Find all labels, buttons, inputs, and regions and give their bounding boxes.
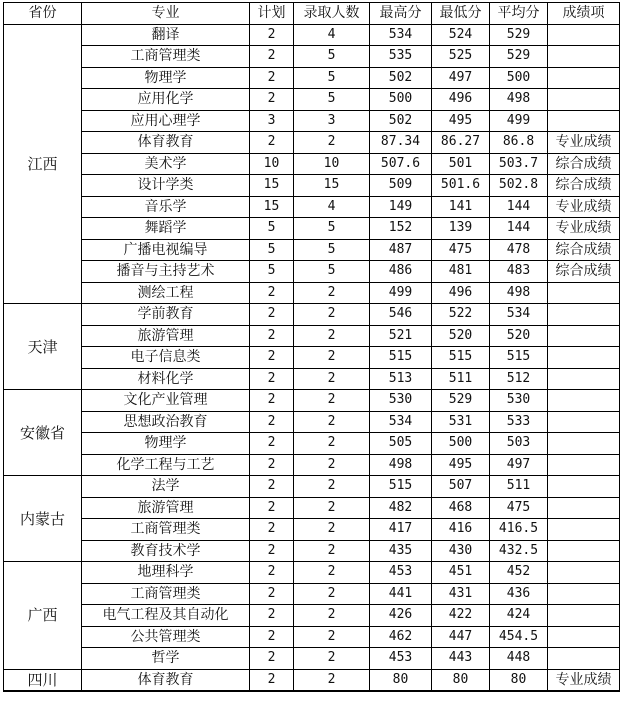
cell-score-type: 专业成绩: [548, 218, 620, 240]
cell-avg-score: 436: [490, 583, 548, 605]
cell-max-score: 487: [370, 239, 432, 261]
table-row: [4, 562, 620, 584]
cell-admitted: 2: [294, 497, 370, 519]
cell-score-type: [548, 390, 620, 412]
cell-avg-score: 80: [490, 669, 548, 691]
cell-max-score: 152: [370, 218, 432, 240]
cell-province: 广西: [4, 562, 82, 670]
cell-max-score: 521: [370, 325, 432, 347]
cell-admitted: 2: [294, 304, 370, 326]
cell-max-score: 507.6: [370, 153, 432, 175]
cell-admitted: 5: [294, 261, 370, 283]
cell-avg-score: 452: [490, 562, 548, 584]
table-row: [4, 67, 620, 89]
cell-min-score: 501.6: [432, 175, 490, 197]
cell-major: 学前教育: [82, 304, 250, 326]
cell-major: 设计学类: [82, 175, 250, 197]
cell-score-type: [548, 433, 620, 455]
cell-score-type: [548, 110, 620, 132]
cell-min-score: 522: [432, 304, 490, 326]
cell-plan: 2: [250, 476, 294, 498]
cell-major: 工商管理类: [82, 583, 250, 605]
cell-plan: 5: [250, 261, 294, 283]
cell-avg-score: 533: [490, 411, 548, 433]
cell-plan: 5: [250, 239, 294, 261]
cell-score-type: 综合成绩: [548, 175, 620, 197]
table-row: [4, 476, 620, 498]
cell-admitted: 2: [294, 476, 370, 498]
cell-score-type: [548, 325, 620, 347]
cell-province: 江西: [4, 24, 82, 304]
table-row: [4, 239, 620, 261]
cell-avg-score: 499: [490, 110, 548, 132]
cell-min-score: 443: [432, 648, 490, 670]
cell-major: 工商管理类: [82, 46, 250, 68]
cell-avg-score: 448: [490, 648, 548, 670]
cell-major: 文化产业管理: [82, 390, 250, 412]
cell-score-type: [548, 89, 620, 111]
table-row: [4, 196, 620, 218]
cell-avg-score: 86.8: [490, 132, 548, 154]
table-row: [4, 368, 620, 390]
cell-max-score: 509: [370, 175, 432, 197]
cell-plan: 2: [250, 325, 294, 347]
cell-major: 地理科学: [82, 562, 250, 584]
cell-min-score: 496: [432, 282, 490, 304]
cell-max-score: 426: [370, 605, 432, 627]
cell-min-score: 531: [432, 411, 490, 433]
cell-admitted: 2: [294, 583, 370, 605]
cell-avg-score: 424: [490, 605, 548, 627]
cell-max-score: 502: [370, 110, 432, 132]
cell-major: 哲学: [82, 648, 250, 670]
cell-max-score: 530: [370, 390, 432, 412]
cell-admitted: 5: [294, 89, 370, 111]
table-row: [4, 583, 620, 605]
cell-avg-score: 498: [490, 282, 548, 304]
cell-avg-score: 498: [490, 89, 548, 111]
header-admitted: 录取人数: [294, 3, 370, 25]
table-row: [4, 454, 620, 476]
cell-min-score: 468: [432, 497, 490, 519]
cell-plan: 5: [250, 218, 294, 240]
cell-max-score: 453: [370, 648, 432, 670]
cell-min-score: 497: [432, 67, 490, 89]
table-row: [4, 540, 620, 562]
cell-avg-score: 483: [490, 261, 548, 283]
header-min-score: 最低分: [432, 3, 490, 25]
cell-score-type: [548, 562, 620, 584]
cell-major: 旅游管理: [82, 497, 250, 519]
table-row: [4, 132, 620, 154]
cell-admitted: 2: [294, 411, 370, 433]
cell-min-score: 501: [432, 153, 490, 175]
cell-score-type: [548, 411, 620, 433]
cell-score-type: 专业成绩: [548, 196, 620, 218]
cell-max-score: 515: [370, 347, 432, 369]
cell-major: 电子信息类: [82, 347, 250, 369]
cell-min-score: 524: [432, 24, 490, 46]
table-body: [4, 24, 620, 691]
cell-admitted: 5: [294, 239, 370, 261]
cell-plan: 2: [250, 347, 294, 369]
cell-plan: 2: [250, 626, 294, 648]
cell-admitted: 2: [294, 562, 370, 584]
cell-major: 广播电视编导: [82, 239, 250, 261]
cell-admitted: 2: [294, 605, 370, 627]
cell-plan: 2: [250, 46, 294, 68]
cell-score-type: [548, 519, 620, 541]
cell-score-type: [548, 648, 620, 670]
cell-major: 物理学: [82, 67, 250, 89]
cell-min-score: 481: [432, 261, 490, 283]
cell-admitted: 5: [294, 218, 370, 240]
cell-avg-score: 500: [490, 67, 548, 89]
cell-major: 教育技术学: [82, 540, 250, 562]
cell-major: 工商管理类: [82, 519, 250, 541]
header-plan: 计划: [250, 3, 294, 25]
cell-plan: 2: [250, 497, 294, 519]
cell-province: 四川: [4, 669, 82, 691]
cell-max-score: 500: [370, 89, 432, 111]
cell-max-score: 149: [370, 196, 432, 218]
cell-major: 物理学: [82, 433, 250, 455]
cell-major: 音乐学: [82, 196, 250, 218]
cell-admitted: 2: [294, 519, 370, 541]
cell-avg-score: 454.5: [490, 626, 548, 648]
cell-score-type: 综合成绩: [548, 239, 620, 261]
cell-min-score: 451: [432, 562, 490, 584]
cell-min-score: 80: [432, 669, 490, 691]
cell-major: 测绘工程: [82, 282, 250, 304]
cell-min-score: 139: [432, 218, 490, 240]
cell-major: 法学: [82, 476, 250, 498]
cell-max-score: 462: [370, 626, 432, 648]
table-row: [4, 46, 620, 68]
cell-plan: 2: [250, 562, 294, 584]
cell-avg-score: 478: [490, 239, 548, 261]
table-row: [4, 24, 620, 46]
cell-min-score: 515: [432, 347, 490, 369]
cell-score-type: [548, 304, 620, 326]
table-row: [4, 89, 620, 111]
table-row: [4, 175, 620, 197]
cell-admitted: 2: [294, 540, 370, 562]
table-row: [4, 110, 620, 132]
cell-avg-score: 503: [490, 433, 548, 455]
cell-min-score: 416: [432, 519, 490, 541]
cell-admitted: 2: [294, 325, 370, 347]
cell-admitted: 2: [294, 433, 370, 455]
cell-min-score: 495: [432, 454, 490, 476]
cell-major: 应用化学: [82, 89, 250, 111]
cell-major: 应用心理学: [82, 110, 250, 132]
cell-min-score: 431: [432, 583, 490, 605]
cell-min-score: 447: [432, 626, 490, 648]
table-row: [4, 605, 620, 627]
cell-max-score: 453: [370, 562, 432, 584]
cell-plan: 2: [250, 583, 294, 605]
cell-major: 化学工程与工艺: [82, 454, 250, 476]
cell-admitted: 5: [294, 46, 370, 68]
cell-avg-score: 475: [490, 497, 548, 519]
cell-province: 内蒙古: [4, 476, 82, 562]
cell-avg-score: 416.5: [490, 519, 548, 541]
cell-min-score: 529: [432, 390, 490, 412]
cell-province: 安徽省: [4, 390, 82, 476]
cell-major: 美术学: [82, 153, 250, 175]
cell-max-score: 513: [370, 368, 432, 390]
cell-score-type: [548, 24, 620, 46]
cell-admitted: 2: [294, 132, 370, 154]
cell-admitted: 2: [294, 648, 370, 670]
cell-avg-score: 512: [490, 368, 548, 390]
cell-score-type: [548, 540, 620, 562]
cell-score-type: [548, 626, 620, 648]
cell-plan: 2: [250, 433, 294, 455]
cell-max-score: 435: [370, 540, 432, 562]
cell-max-score: 534: [370, 24, 432, 46]
cell-avg-score: 530: [490, 390, 548, 412]
cell-max-score: 515: [370, 476, 432, 498]
cell-score-type: [548, 454, 620, 476]
cell-major: 体育教育: [82, 132, 250, 154]
cell-min-score: 500: [432, 433, 490, 455]
cell-plan: 15: [250, 196, 294, 218]
cell-major: 播音与主持艺术: [82, 261, 250, 283]
cell-avg-score: 529: [490, 24, 548, 46]
cell-plan: 2: [250, 669, 294, 691]
admission-score-table: [3, 2, 620, 692]
cell-major: 思想政治教育: [82, 411, 250, 433]
cell-major: 公共管理类: [82, 626, 250, 648]
admission-score-table-wrapper: [3, 2, 620, 692]
cell-avg-score: 520: [490, 325, 548, 347]
cell-plan: 2: [250, 540, 294, 562]
cell-score-type: [548, 282, 620, 304]
cell-major: 电气工程及其自动化: [82, 605, 250, 627]
cell-admitted: 15: [294, 175, 370, 197]
cell-max-score: 80: [370, 669, 432, 691]
cell-min-score: 507: [432, 476, 490, 498]
cell-admitted: 4: [294, 24, 370, 46]
cell-min-score: 422: [432, 605, 490, 627]
cell-score-type: 专业成绩: [548, 132, 620, 154]
cell-score-type: 专业成绩: [548, 669, 620, 691]
cell-score-type: [548, 46, 620, 68]
cell-min-score: 430: [432, 540, 490, 562]
cell-score-type: [548, 497, 620, 519]
cell-max-score: 498: [370, 454, 432, 476]
cell-avg-score: 432.5: [490, 540, 548, 562]
header-score-type: 成绩项: [548, 3, 620, 25]
table-row: [4, 411, 620, 433]
cell-min-score: 525: [432, 46, 490, 68]
cell-admitted: 2: [294, 282, 370, 304]
cell-major: 舞蹈学: [82, 218, 250, 240]
cell-province: 天津: [4, 304, 82, 390]
cell-min-score: 141: [432, 196, 490, 218]
header-major: 专业: [82, 3, 250, 25]
cell-max-score: 546: [370, 304, 432, 326]
table-row: [4, 433, 620, 455]
cell-score-type: 综合成绩: [548, 261, 620, 283]
cell-plan: 3: [250, 110, 294, 132]
cell-score-type: [548, 476, 620, 498]
table-row: [4, 304, 620, 326]
cell-plan: 2: [250, 605, 294, 627]
table-row: [4, 282, 620, 304]
cell-admitted: 2: [294, 368, 370, 390]
cell-avg-score: 502.8: [490, 175, 548, 197]
cell-plan: 2: [250, 282, 294, 304]
cell-plan: 2: [250, 368, 294, 390]
cell-min-score: 495: [432, 110, 490, 132]
table-row: [4, 347, 620, 369]
cell-avg-score: 144: [490, 218, 548, 240]
cell-plan: 2: [250, 24, 294, 46]
cell-avg-score: 497: [490, 454, 548, 476]
cell-admitted: 5: [294, 67, 370, 89]
cell-plan: 2: [250, 132, 294, 154]
cell-admitted: 2: [294, 390, 370, 412]
header-avg-score: 平均分: [490, 3, 548, 25]
cell-avg-score: 529: [490, 46, 548, 68]
cell-admitted: 3: [294, 110, 370, 132]
cell-plan: 2: [250, 67, 294, 89]
cell-admitted: 4: [294, 196, 370, 218]
cell-max-score: 486: [370, 261, 432, 283]
cell-min-score: 86.27: [432, 132, 490, 154]
cell-max-score: 482: [370, 497, 432, 519]
cell-max-score: 535: [370, 46, 432, 68]
cell-min-score: 475: [432, 239, 490, 261]
header-max-score: 最高分: [370, 3, 432, 25]
cell-major: 旅游管理: [82, 325, 250, 347]
cell-max-score: 417: [370, 519, 432, 541]
cell-max-score: 499: [370, 282, 432, 304]
cell-max-score: 505: [370, 433, 432, 455]
cell-max-score: 502: [370, 67, 432, 89]
cell-admitted: 2: [294, 347, 370, 369]
cell-admitted: 2: [294, 626, 370, 648]
cell-score-type: 综合成绩: [548, 153, 620, 175]
cell-plan: 15: [250, 175, 294, 197]
cell-min-score: 496: [432, 89, 490, 111]
cell-plan: 2: [250, 89, 294, 111]
cell-score-type: [548, 583, 620, 605]
table-row: [4, 153, 620, 175]
table-row: [4, 218, 620, 240]
cell-major: 翻译: [82, 24, 250, 46]
header-row: [4, 3, 620, 25]
cell-score-type: [548, 368, 620, 390]
cell-score-type: [548, 67, 620, 89]
cell-admitted: 10: [294, 153, 370, 175]
cell-plan: 2: [250, 304, 294, 326]
table-row: [4, 669, 620, 691]
table-row: [4, 519, 620, 541]
cell-plan: 10: [250, 153, 294, 175]
cell-plan: 2: [250, 454, 294, 476]
cell-avg-score: 515: [490, 347, 548, 369]
table-row: [4, 325, 620, 347]
cell-score-type: [548, 605, 620, 627]
cell-max-score: 534: [370, 411, 432, 433]
cell-max-score: 87.34: [370, 132, 432, 154]
cell-major: 材料化学: [82, 368, 250, 390]
cell-plan: 2: [250, 519, 294, 541]
cell-plan: 2: [250, 411, 294, 433]
table-row: [4, 497, 620, 519]
cell-major: 体育教育: [82, 669, 250, 691]
cell-min-score: 511: [432, 368, 490, 390]
table-row: [4, 648, 620, 670]
cell-avg-score: 144: [490, 196, 548, 218]
header-province: 省份: [4, 3, 82, 25]
cell-admitted: 2: [294, 454, 370, 476]
table-row: [4, 626, 620, 648]
cell-admitted: 2: [294, 669, 370, 691]
cell-avg-score: 503.7: [490, 153, 548, 175]
cell-plan: 2: [250, 390, 294, 412]
table-row: [4, 390, 620, 412]
cell-min-score: 520: [432, 325, 490, 347]
cell-avg-score: 534: [490, 304, 548, 326]
cell-max-score: 441: [370, 583, 432, 605]
cell-score-type: [548, 347, 620, 369]
cell-avg-score: 511: [490, 476, 548, 498]
table-row: [4, 261, 620, 283]
cell-plan: 2: [250, 648, 294, 670]
